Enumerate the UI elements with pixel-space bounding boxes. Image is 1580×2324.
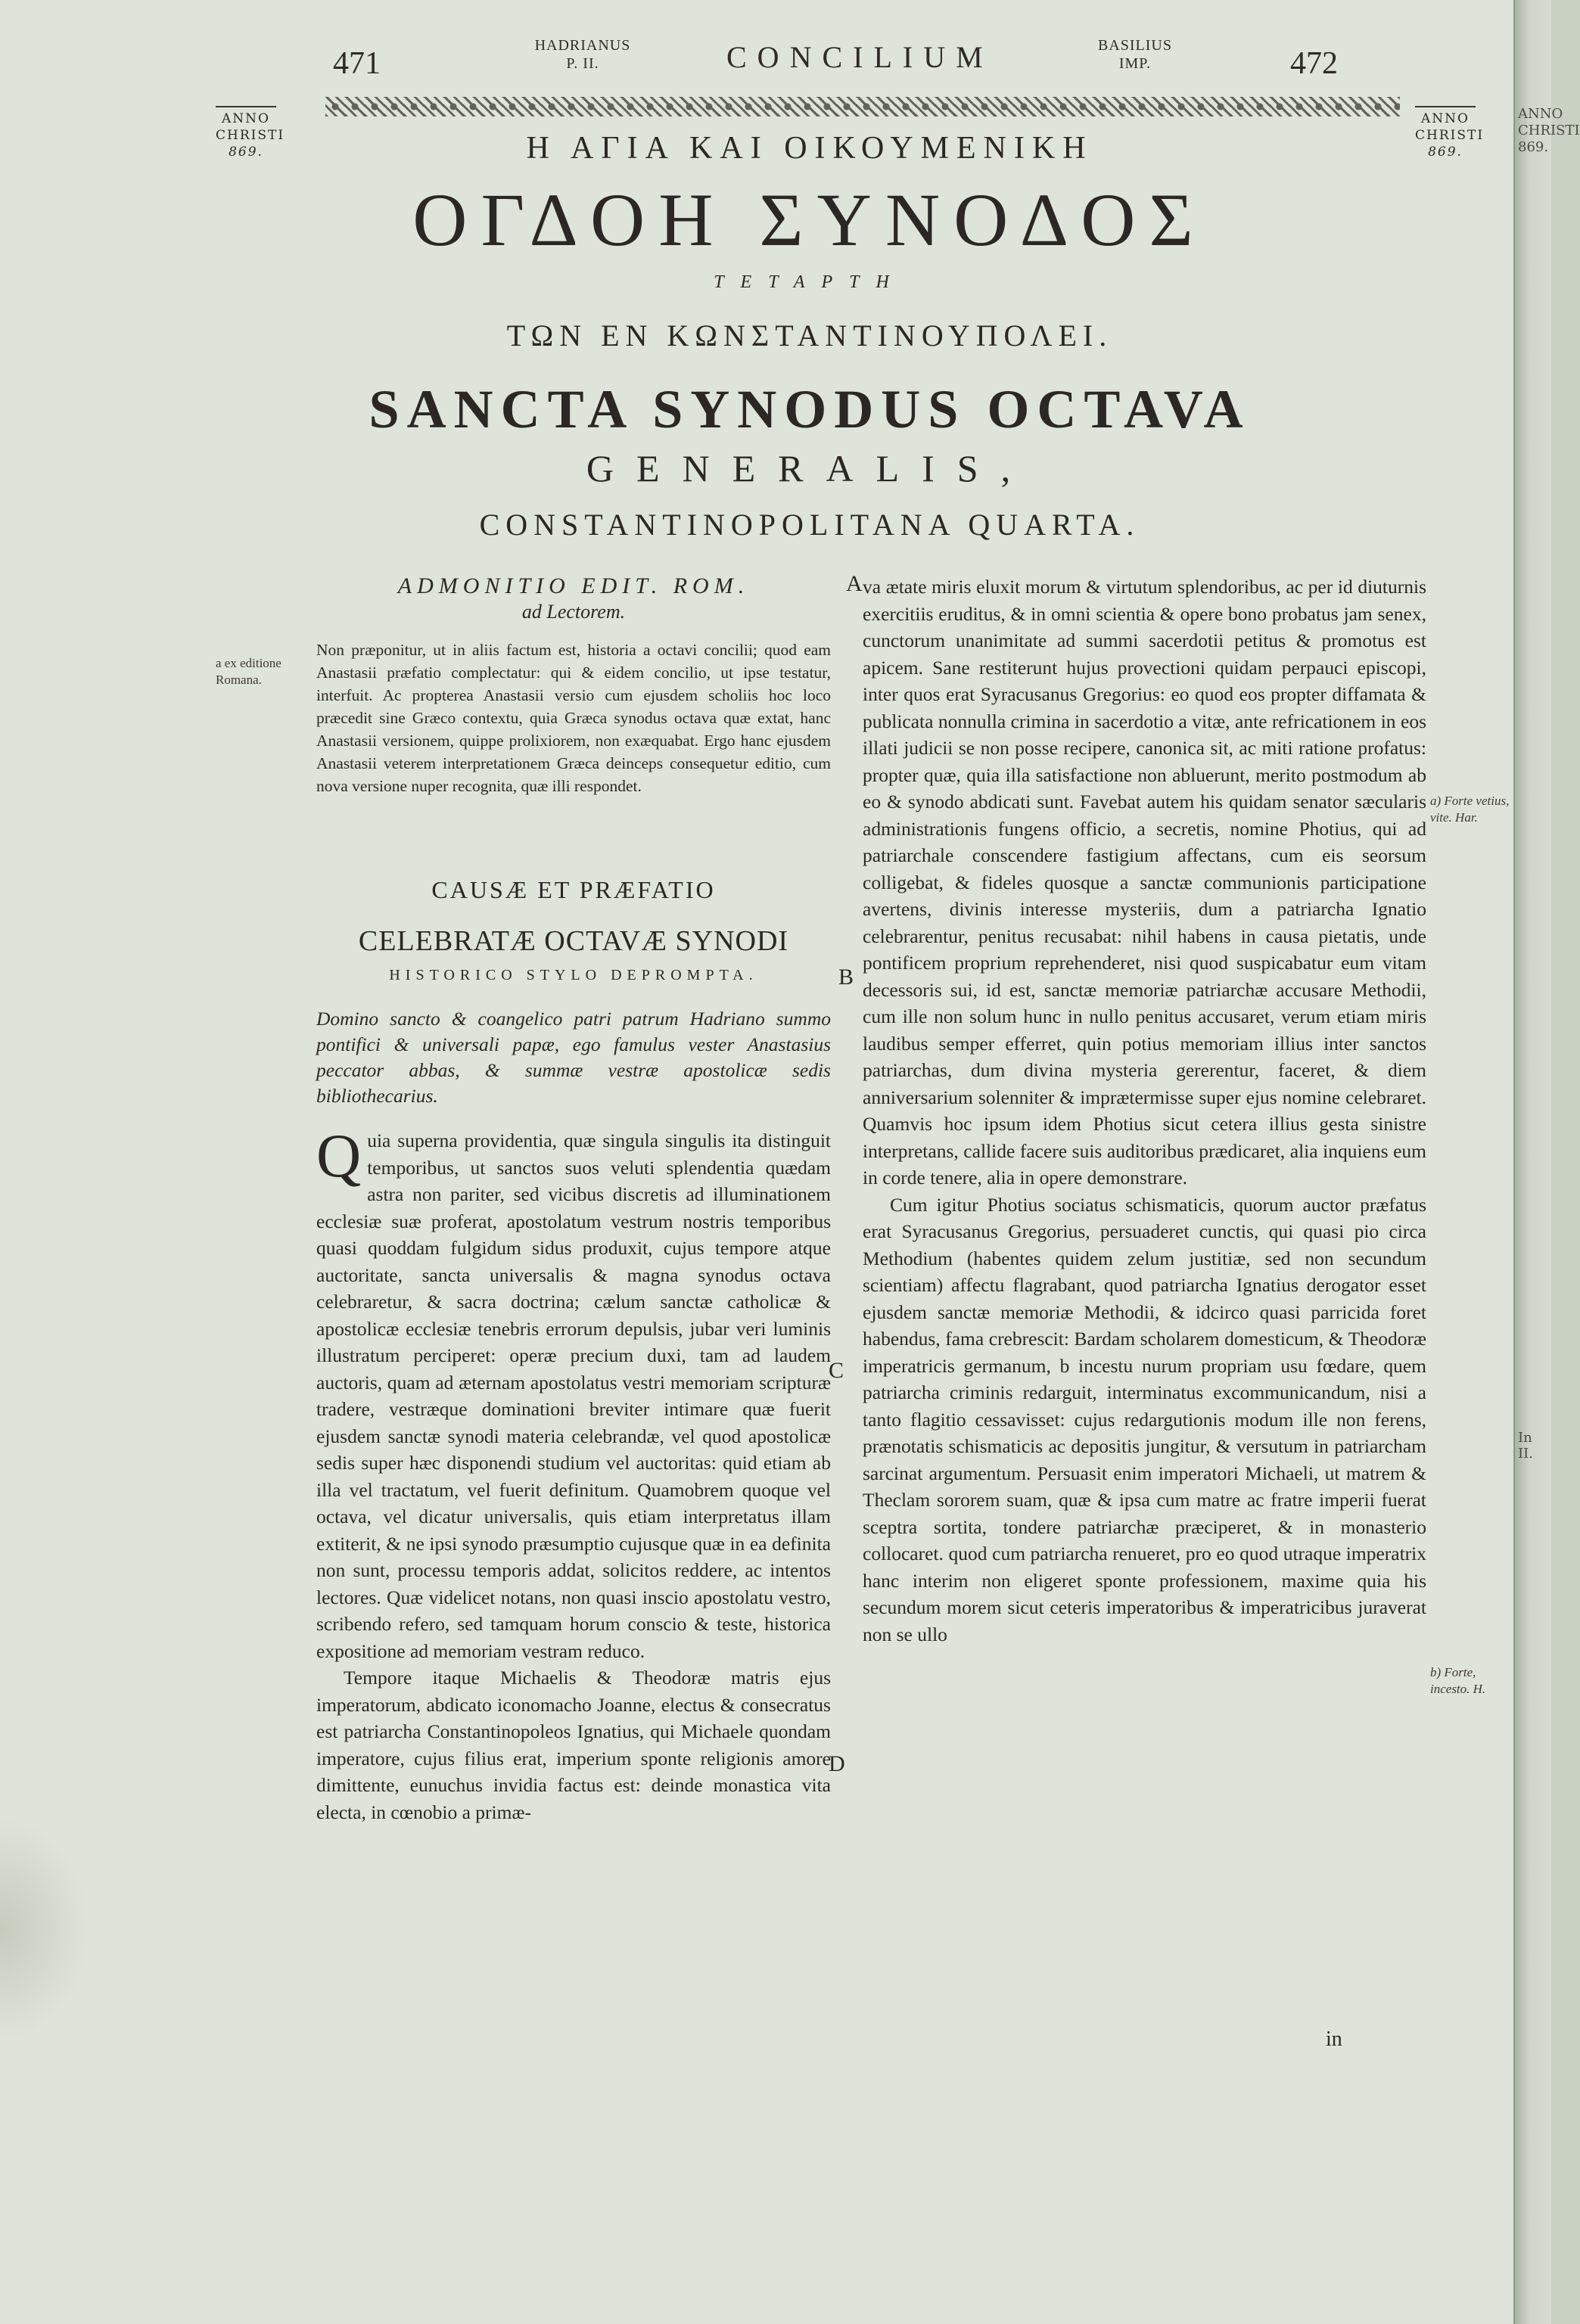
margin-note-b: b) Forte, incesto. H. xyxy=(1430,1665,1486,1696)
header-right-label xyxy=(1090,36,1180,73)
page-number-left: 471 xyxy=(333,46,381,81)
paragraph-va-aetate: va ætate miris eluxit morum & virtutum splendoribus, ac per id diuturnis exercitiis eruditus, & in omni scientia & opere bono probatus jam senex, cunctorum unanimitate ad summi sacerdotii petitus & promotus est apicem. Sane restiterunt hujus provectioni quidam perpauci episcopi, inter quos erat Syracusanus Gregorius: eo quod eos propter diffamata & publicata nonnulla crimina in sacerdotio a vitæ, ante refricationem in eos illati judicii se non posse recipere, canonica sit, ac miti ratione profatus: propter quæ, quia illa satisfactione non abluerunt, merito postmodum ab eo & synodo abdicati sunt. Favebat autem his quidam senator sæcularis administrationis fungens officio, a secretis, nomine Photius, qui ad patriarchale conscendere fastigium affectans, cum eis seorsum colligebat, & fideles quosque a sanctæ communionis participatione avertens, divinis interesse mysteriis, dum a patriarcha Ignatio celebrarentur, penitus recusabat: nihil habens in causa pietatis, unde pontificem proprium reprehenderet, nisi quod suspicabatur eum vitam decessoris sui, id est, sanctæ memoriæ patriarchæ accusare Methodii, cum ille non solum hunc in nullo penitus accusaret, verum etiam miris laudibus semper efferret, quin potius memoriam illius inter sanctos patriarchas, dum divina mysteria gererentur, faceret, & diem anniversarium solenniter & imprætermisse super ejus nomine celebraret. Quamvis hoc ipsum idem Photius sicut cetera illius gesta sinistre interpretans, callide facere suis auditoribus prædicaret, alia inquiens eum in corde tenere, alia in opere demonstrare. xyxy=(863,576,1426,1188)
adjacent-fragment-2: CHRISTI xyxy=(1518,123,1580,138)
paragraph-cum-igitur: Cum igitur Photius sociatus schismaticis, quorum auctor præfatus erat Syracusanus Gregorius, persuaderet cunctis, qui quasi pio circa Methodium (habentes quidem zelum justitiæ, sed non secundum scientiam) affectu flagrabant, quod patriarcha Ignatius derogator esset ejusdem sanctæ memoriæ Methodii, & idcirco quasi parricida foret habendus, fama crebrescit: Bardam scholarem domesticum, & Theodoræ imperatricis germanum, b incestu nurum propriam usu fœdare, quem patriarcha criminis redarguit, interminatus excommunicandum, nisi a tanto flagitio cessavisset: cujus redargutionis modum ille non ferens, prænotatis schismaticis ac depositis jungitur, & versutum in patriarcham sarcinat argumentum. Persuasit enim imperatori Michaeli, ut matrem & Theclam sororem suam, quæ & ipsa cum matre ac fratre imperii fuerat sceptra sortita, tondere patriarchæ præciperet, & in monasterio collocaret. quod cum patriarcha renueret, pro eo quod utraque imperatrix hanc interim non eligeret sponte professionem, maxime quia his secundum morem sicut ceteris imperatoribus & imperatricibus juraverat non se ullo xyxy=(863,1193,1426,1645)
greek-title-1: Η ΑΓΙΑ ΚΑΙ ΟΙΚΟΥΜΕΝΙΚΗ xyxy=(526,131,1093,166)
header-left-line-2: P. II. xyxy=(566,55,599,72)
right-column xyxy=(863,573,1426,1648)
header-right-line-2: IMP. xyxy=(1118,55,1152,72)
running-title: CONCILIUM xyxy=(726,40,994,74)
header-left-line-1: HADRIANUS xyxy=(534,37,631,54)
latin-title-1: SANCTA SYNODUS OCTAVA xyxy=(369,379,1251,440)
section-letter-b: B xyxy=(838,965,854,990)
header-right-line-1: BASILIUS xyxy=(1097,37,1172,54)
dedication-text: Domino sancto & coangelico patri patrum Hadriano summo pontifici & universali papæ, ego famulus vester Anastasius peccator abbas, & summæ vestræ apostolicæ sedis bibliothecarius. xyxy=(316,1008,831,1107)
section-letter-a: A xyxy=(846,571,863,596)
anno-right xyxy=(1415,106,1485,160)
anno-left-year: 869. xyxy=(229,144,263,160)
anno-right-year: 869. xyxy=(1428,144,1463,160)
drop-capital: Q xyxy=(316,1121,362,1190)
adjacent-page-edge xyxy=(1513,0,1580,2324)
latin-title-2: GENERALIS, xyxy=(586,447,1034,489)
adjacent-fragment-3: 869. xyxy=(1518,139,1549,155)
paragraph-tempore: Tempore itaque Michaelis & Theodoræ matris ejus imperatorum, abdicato iconomacho Joanne, electus & consecratus est patriarcha Constantinopoleos Ignatius, qui Michaele quondam imperatore, cujus filius erat, imperium sponte religionis amore dimittente, eunuchus invidia factus est: deinde monastica vita electa, in cœnobio a primæ- xyxy=(316,1667,831,1823)
adjacent-fragment-4: In II. xyxy=(1518,1430,1533,1462)
adjacent-fragment-1: ANNO xyxy=(1518,106,1563,122)
causae-subheading: HISTORICO STYLO DEPROMPTA. xyxy=(389,967,758,983)
admonitio-text: Non præponitur, ut in aliis factum est, historia a octavi concilii; quod eam Anastasii præfatio complectatur: qui & eidem concilio, ut ipse testatur, interfuit. Ac propterea Anastasii versio cum ejusdem scholiis hoc loco præcedit sine Græco contextu, quia Græca synodus octava quæ extat, hanc Anastasii versionem, quippe prolixiorem, non exæquabat. Ergo hanc ejusdem Anastasii veterem interpretationem Græca deinceps consequetur editio, cum nova versione nuper recognita, quæ illi respondet. xyxy=(316,641,831,795)
margin-note-a: a) Forte vetius, vite. Har. xyxy=(1430,794,1510,825)
causae-heading: CELEBRATÆ OCTAVÆ SYNODI xyxy=(358,925,789,957)
header-left-label xyxy=(530,36,636,73)
admonitio-subtitle: ad Lectorem. xyxy=(521,601,626,623)
anno-right-line-2: CHRISTI xyxy=(1415,128,1485,143)
paragraph-quia xyxy=(316,1121,831,1664)
paragraph-quia-text: uia superna providentia, quæ singula singulis ita distinguit temporibus, ut sanctos suos veluti splendentia quædam astra non pariter, sed vicibus discretis ad illuminationem ecclesiæ suæ proferat, apostolatum vestrum nostris temporibus quasi quoddam fulgidum sidus produxit, cujus tempore atque auctoritate, sancta universalis & magna synodus octava celebraretur, & sacra doctrina; cælum sanctæ catholicæ & apostolicæ ecclesiæ tenebris errorum depulsis, jubar veri luminis illustratum perciperet: operæ precium duxi, tam ad laudem auctoris, quam ad æternam apostolatus vestri memoriam scripturæ tradere, vestræque dominationi breviter intimare quæ fuerit ejusdem sanctæ synodi materia celebrandæ, vel quod apostolicæ sedis super hæc disponendi studium vel auctoritas: quid etiam ab illa vel tractatum, vel fuerit definitum. Quamobrem quoque vel octava, vel dicatur universalis, quis etiam interpretatus illam extiterit, & ne ipsi synodo præsumptio cujusque quæ in ea definita non sunt, processu temporis addat, solicitos reddere, ac intentos lectores. Quæ videlicet notans, non quasi inscio apostolatu vestro, scribendo refero, sed tamquam horum conscio & teste, historica expositione ad memoriam vestram reduco. xyxy=(316,1129,831,1662)
anno-left-line-2: CHRISTI xyxy=(216,128,285,143)
section-letter-c: C xyxy=(829,1358,844,1383)
page-stain xyxy=(0,1816,91,2043)
greek-title-3: ΤΕΤΑΡΤΗ xyxy=(714,272,906,292)
anno-right-line-1: ANNO xyxy=(1415,106,1476,127)
anno-left-line-1: ANNO xyxy=(216,106,276,127)
latin-title-3: CONSTANTINOPOLITANA QUARTA. xyxy=(479,508,1140,542)
page-number-right: 472 xyxy=(1290,46,1338,81)
catchword: in xyxy=(1326,2027,1342,2051)
greek-title-4: ΤΩΝ ΕΝ ΚΩΝΣΤΑΝΤΙΝΟΥΠΟΛΕΙ. xyxy=(506,318,1113,353)
section-letter-d: D xyxy=(829,1751,845,1776)
causae-title: CAUSÆ ET PRÆFATIO xyxy=(431,876,716,903)
ornament-band xyxy=(325,97,1400,117)
admonitio-title: ADMONITIO EDIT. ROM. xyxy=(397,573,750,598)
greek-title-2: ΟΓΔΟΗ ΣΥΝΟΔΟΣ xyxy=(412,178,1207,262)
left-column xyxy=(316,1121,831,1825)
margin-note-editio: a ex editione Romana. xyxy=(216,656,281,687)
admonitio-block xyxy=(316,573,831,797)
